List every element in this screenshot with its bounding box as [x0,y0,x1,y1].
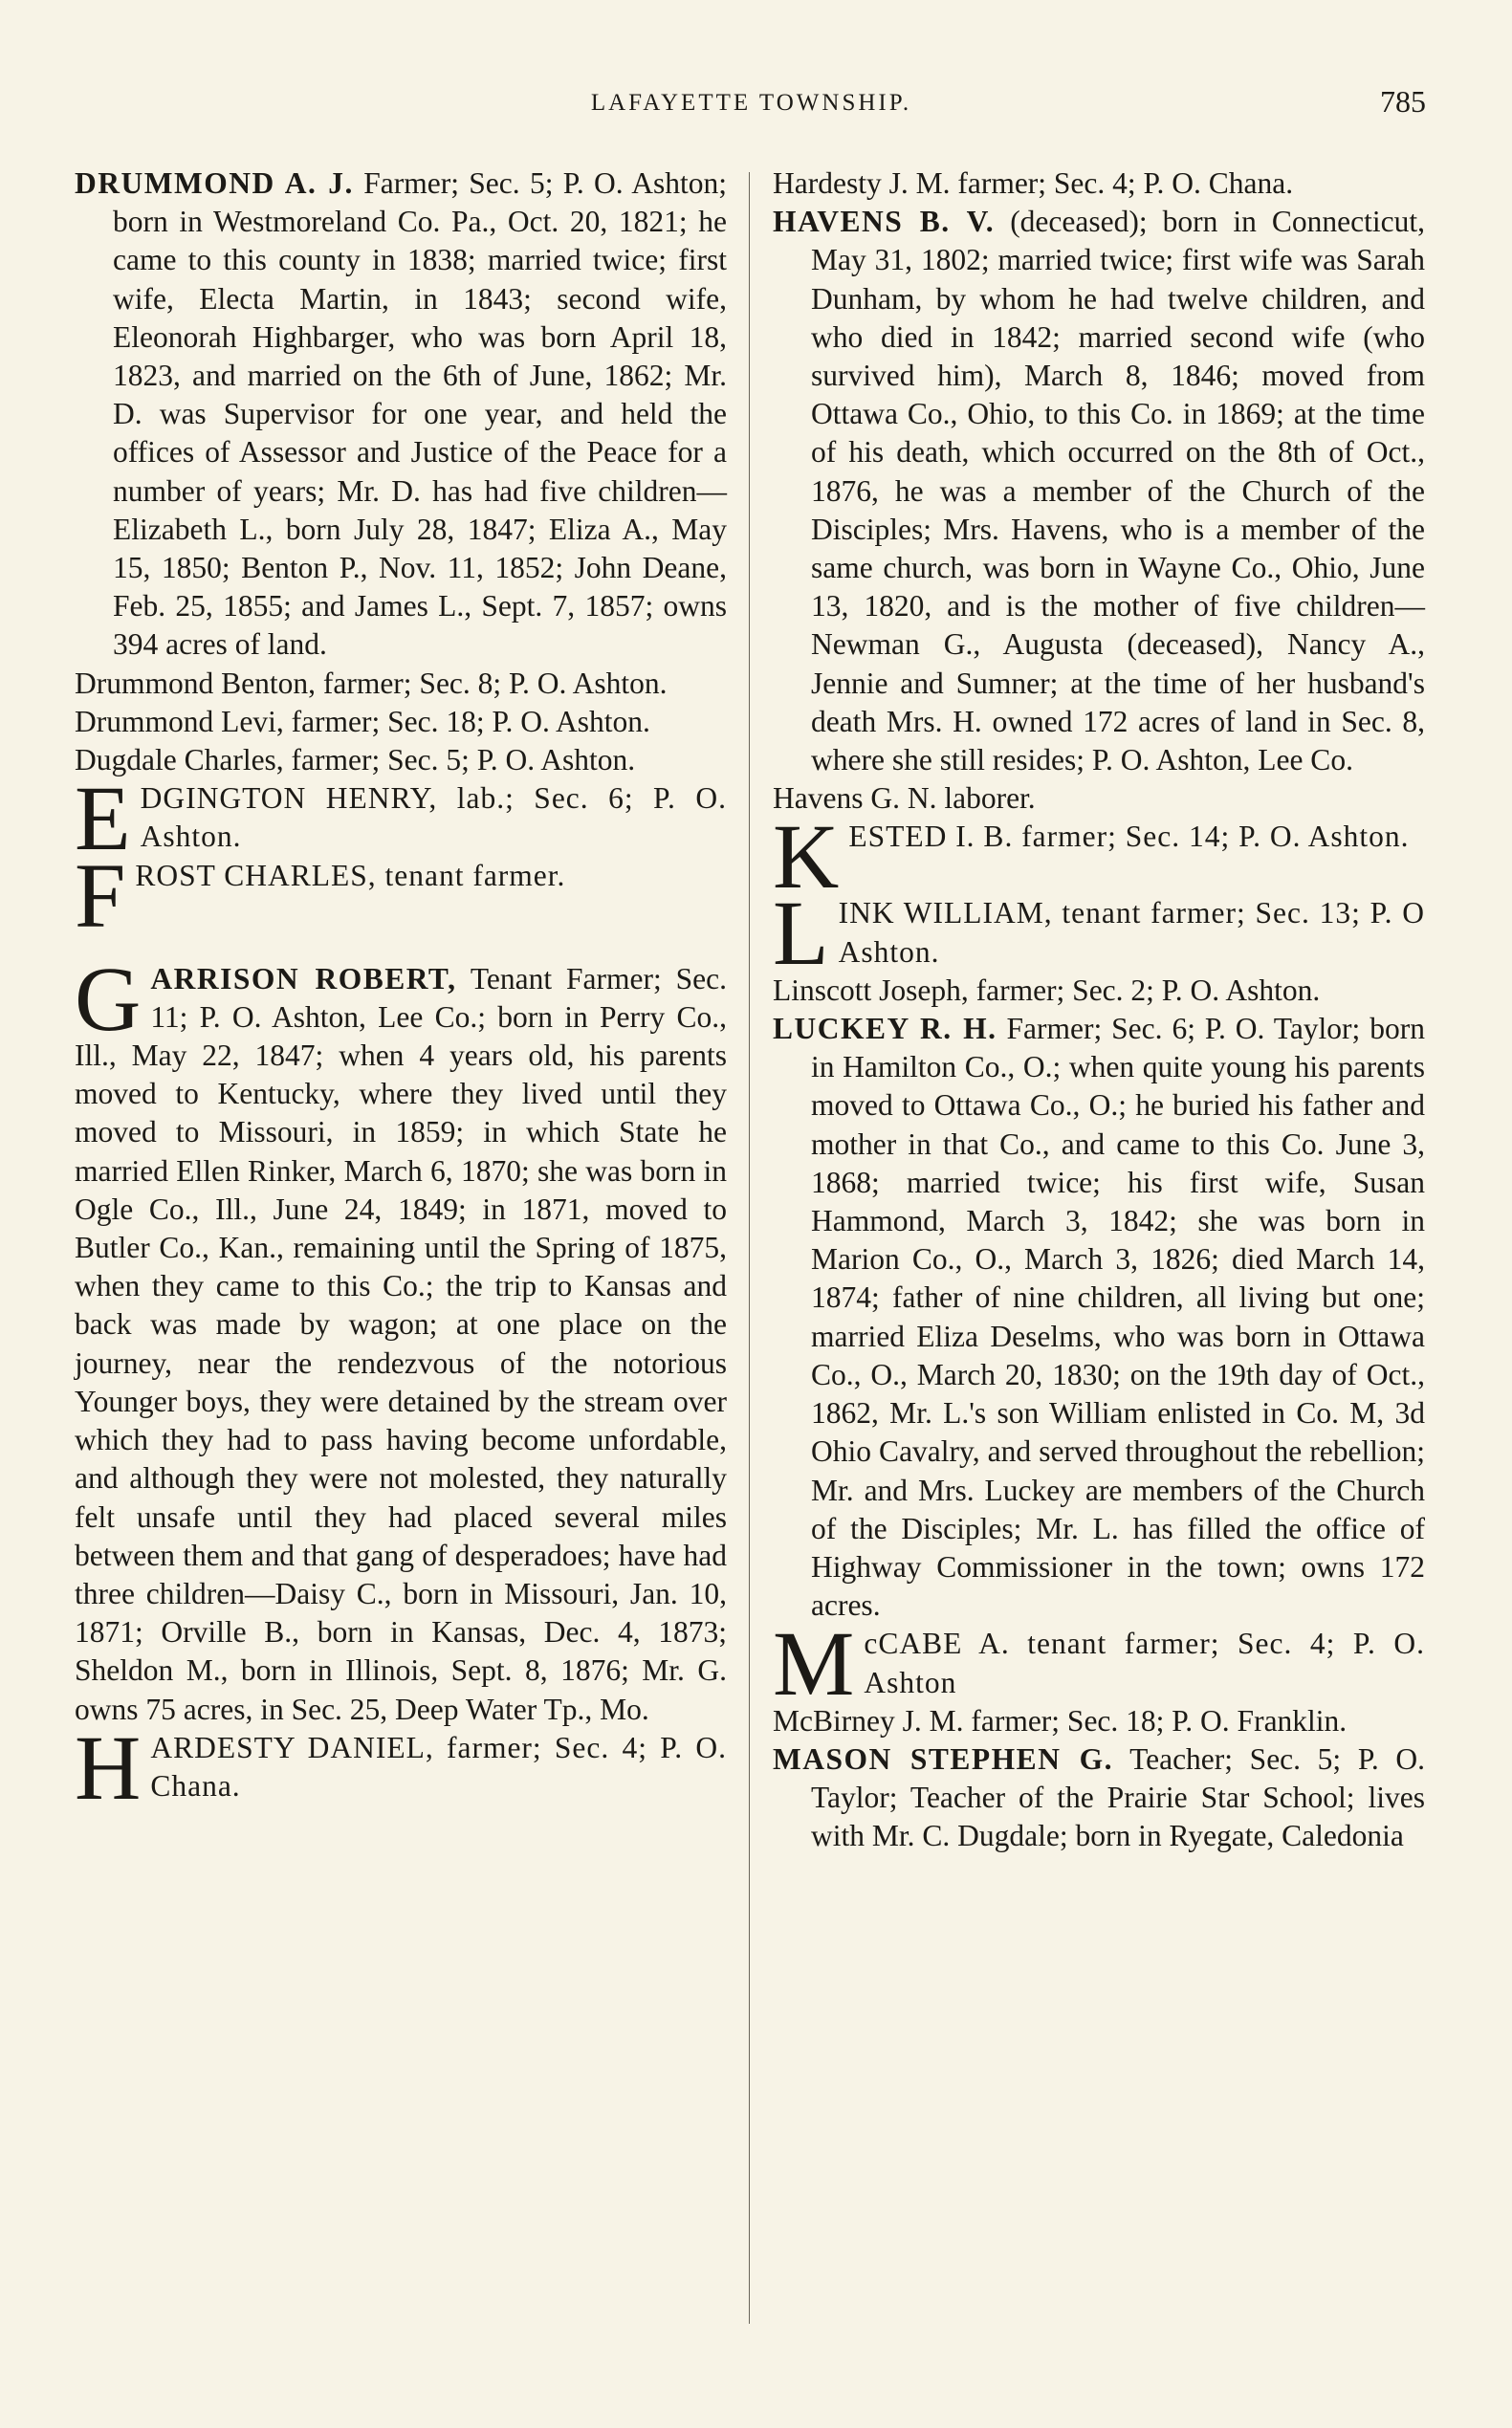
entry-text: Teacher; Sec. 5; P. O. Taylor; Teacher of the Prairie Star School; lives with Mr. C. Dugdale; born in Ryegate, Caledonia [811,1741,1426,1853]
entry-text: Farmer; Sec. 5; P. O. Ashton; born in Westmoreland Co. Pa., Oct. 20, 1821; he came to this county in 1838; married twice; first wife, Electa Martin, in 1843; second wife, Eleonorah Highbarger, who was born April 18, 1823, and married on the 6th of June, 1862; Mr. D. was Supervisor for one year, and held the offices of Assessor and Justice of the Peace for a number of years; Mr. D. has had five children—Elizabeth L., born July 28, 1847; Eliza A., May 15, 1850; Benton P., Nov. 11, 1852; John Deane, Feb. 25, 1855; and James L., Sept. 7, 1857; owns 394 acres of land. [113,166,728,662]
entry-dugdale-charles: Dugdale Charles, farmer; Sec. 5; P. O. Ashton. [75,743,636,777]
entry-text: ESTED I. B. farmer; Sec. 14; P. O. Ashton. [848,820,1410,854]
entry-kested-ib [773,805,1425,908]
column-divider [749,172,750,2324]
entry-garrison-robert [75,947,728,1729]
entry-mcbirney-jm: McBirney J. M. farmer; Sec. 18; P. O. Franklin. [773,1703,1348,1738]
entry-text: DGINGTON HENRY, lab.; Sec. 6; P. O. Ashton. [140,781,727,854]
entry-havens-gn: Havens G. N. laborer. [773,781,1036,816]
entry-drummond-levi: Drummond Levi, farmer; Sec. 18; P. O. Ashton. [75,704,650,738]
entry-text: Farmer; Sec. 6; P. O. Taylor; born in Hamilton Co., O.; when quite young his parents moved to Ottawa Co., O.; he buried his father and mother in that Co., and came to this Co. June 3, 1868; married twice; his first wife, Susan Hammond, March 3, 1842; she was born in Marion Co., O., March 3, 1826; died March 14, 1874; father of nine children, all living but one; married Eliza Deselms, who was born in Ottawa Co., O., March 20, 1830; on the 19th day of Oct., 1862, Mr. L.'s son William enlisted in Co. M, 3d Ohio Cavalry, and served throughout the rebellion; Mr. and Mrs. Luckey are members of the Church of the Disciples; Mr. L. has filled the office of Highway Commissioner in the town; owns 172 acres. [811,1012,1425,1623]
drop-cap: M [773,1612,855,1716]
entry-text: ROST CHARLES, tenant farmer. [135,858,566,892]
entry-text: ARDESTY DANIEL, farmer; Sec. 4; P. O. Chana. [150,1730,727,1803]
drop-cap: E [75,767,131,870]
entry-mason-stephen [773,1740,1425,1856]
entry-luckey-rh [773,1010,1425,1625]
entry-text: (deceased); born in Connecticut, May 31, 1802; married twice; first wife was Sarah Dunham, by whom he had twelve children, and who died in 1842; married second wife (who survived him), March 8, 1846; moved from Ottawa Co., Ohio, to this Co. in 1869; at the time of his death, which occurred on the 8th of Oct., 1876, he was a member of the Church of the Disciples; Mrs. Havens, who is a member of the same church, was born in Wayne Co., Ohio, June 13, 1820, and is the mother of five children—Newman G., Augusta (deceased), Nancy A., Jennie and Sumner; at the time of her husband's death Mrs. H. owned 172 acres of land in Sec. 8, where she still resides; P. O. Ashton, Lee Co. [811,205,1425,777]
page-header [77,84,1426,132]
left-column [75,164,728,1819]
entry-name: DRUMMOND A. J. [75,166,354,200]
entry-text: Tenant Farmer; Sec. 11; P. O. Ashton, Lee Co.; born in Perry Co., Ill., May 22, 1847; when 4 years old, his parents moved to Kentucky, where they lived until they moved to Missouri, in 1859; in which State he married Ellen Rinker, March 6, 1870; she was born in Ogle Co., Ill., June 24, 1849; in 1871, moved to Butler Co., Kan., remaining until the Spring of 1875, when they came to this Co.; the trip to Kansas and back was made by wagon; at one place on the journey, near the rendezvous of the notorious Younger boys, they were detained by the stream over which they had to pass having become unfordable, and although they were not molested, they naturally felt unsafe until they had placed several miles between them and that gang of desperadoes; have had three children—Daisy C., born in Missouri, Jan. 10, 1871; Orville B., born in Kansas, Dec. 4, 1873; Sheldon M., born in Illinois, Sept. 8, 1876; Mr. G. owns 75 acres, in Sec. 25, Deep Water Tp., Mo. [75,961,728,1726]
spacer [75,933,727,960]
entry-linscott-joseph: Linscott Joseph, farmer; Sec. 2; P. O. Ashton. [773,973,1321,1007]
entry-text: INK WILLIAM, tenant farmer; Sec. 13; P. O Ashton. [838,896,1425,969]
entry-name: LUCKEY R. H. [773,1012,997,1046]
entry-edgington-henry [75,767,727,870]
entry-mccabe-a [773,1612,1425,1716]
page-number: 785 [1380,84,1426,119]
drop-cap: L [773,882,829,985]
running-head: LAFAYETTE TOWNSHIP. [590,90,912,116]
entry-frost-charles [75,843,727,947]
entry-drummond-benton: Drummond Benton, farmer; Sec. 8; P. O. Ashton. [75,666,668,700]
drop-cap: G [75,947,142,1050]
entry-text: cCABE A. tenant farmer; Sec. 4; P. O. Ashton [864,1627,1425,1699]
entry-hardesty-jm: Hardesty J. M. farmer; Sec. 4; P. O. Chana. [773,166,1294,200]
right-column [773,164,1425,1856]
entry-name: ARRISON ROBERT, [150,961,457,995]
entry-hardesty-daniel [75,1716,727,1819]
entry-name: MASON STEPHEN G. [773,1741,1113,1776]
drop-cap: K [773,805,840,908]
drop-cap: F [75,843,126,947]
entry-link-william [773,882,1425,985]
entry-drummond-aj [75,164,727,665]
drop-cap: H [75,1716,142,1819]
entry-name: HAVENS B. V. [773,205,996,239]
entry-havens-bv [773,203,1425,779]
